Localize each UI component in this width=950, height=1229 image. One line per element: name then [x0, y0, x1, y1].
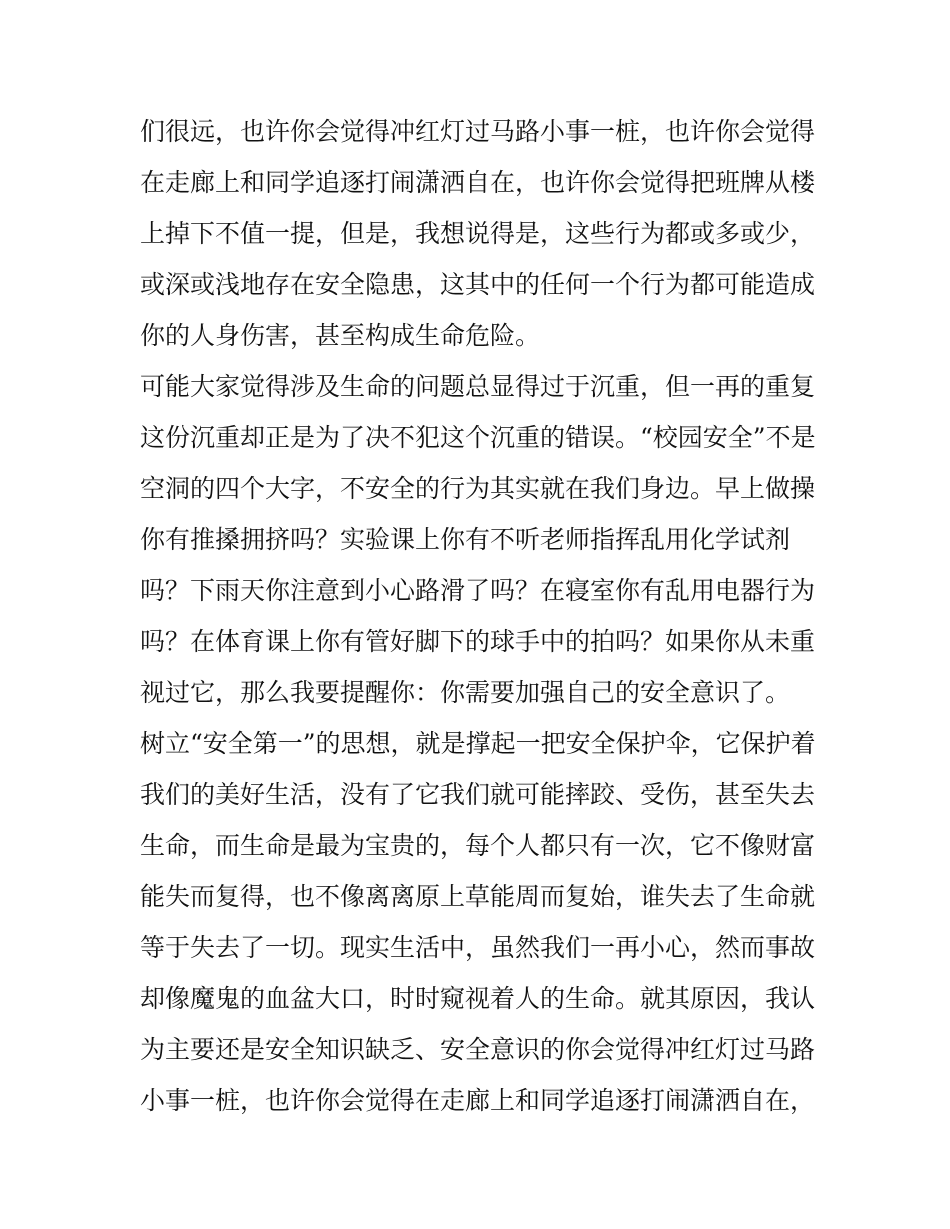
text-line: 吗？在体育课上你有管好脚下的球手中的拍吗？如果你从未重 — [140, 627, 816, 656]
text-line: 上掉下不值一提，但是，我想说得是，这些行为都或多或少， — [140, 219, 816, 248]
text-line: 等于失去了一切。现实生活中，虽然我们一再小心，然而事故 — [140, 933, 816, 962]
text-line: 在走廊上和同学追逐打闹潇洒自在，也许你会觉得把班牌从楼 — [140, 168, 816, 197]
text-line: 可能大家觉得涉及生命的问题总显得过于沉重，但一再的重复 — [140, 372, 816, 401]
text-line: 我们的美好生活，没有了它我们就可能摔跤、受伤，甚至失去 — [140, 780, 816, 809]
text-line: 吗？下雨天你注意到小心路滑了吗？在寝室你有乱用电器行为 — [140, 576, 816, 605]
body-text — [140, 106, 820, 1126]
text-line: 小事一桩，也许你会觉得在走廊上和同学追逐打闹潇洒自在， — [140, 1086, 816, 1115]
text-line: 生命，而生命是最为宝贵的，每个人都只有一次，它不像财富 — [140, 831, 816, 860]
text-line: 你的人身伤害，甚至构成生命危险。 — [140, 321, 541, 350]
text-line: 为主要还是安全知识缺乏、安全意识的你会觉得冲红灯过马路 — [140, 1035, 816, 1064]
text-line: 们很远，也许你会觉得冲红灯过马路小事一桩，也许你会觉得 — [140, 117, 816, 146]
text-line: 你有推搡拥挤吗？实验课上你有不听老师指挥乱用化学试剂 — [140, 525, 791, 554]
text-line: 树立“安全第一”的思想，就是撑起一把安全保护伞，它保护着 — [140, 729, 816, 758]
text-line: 视过它，那么我要提醒你：你需要加强自己的安全意识了。 — [140, 678, 791, 707]
text-line: 空洞的四个大字，不安全的行为其实就在我们身边。早上做操 — [140, 474, 816, 503]
text-line: 能失而复得，也不像离离原上草能周而复始，谁失去了生命就 — [140, 882, 816, 911]
text-line: 却像魔鬼的血盆大口，时时窥视着人的生命。就其原因，我认 — [140, 984, 816, 1013]
text-line: 这份沉重却正是为了决不犯这个沉重的错误。“校园安全”不是 — [140, 423, 816, 452]
text-line: 或深或浅地存在安全隐患，这其中的任何一个行为都可能造成 — [140, 270, 816, 299]
